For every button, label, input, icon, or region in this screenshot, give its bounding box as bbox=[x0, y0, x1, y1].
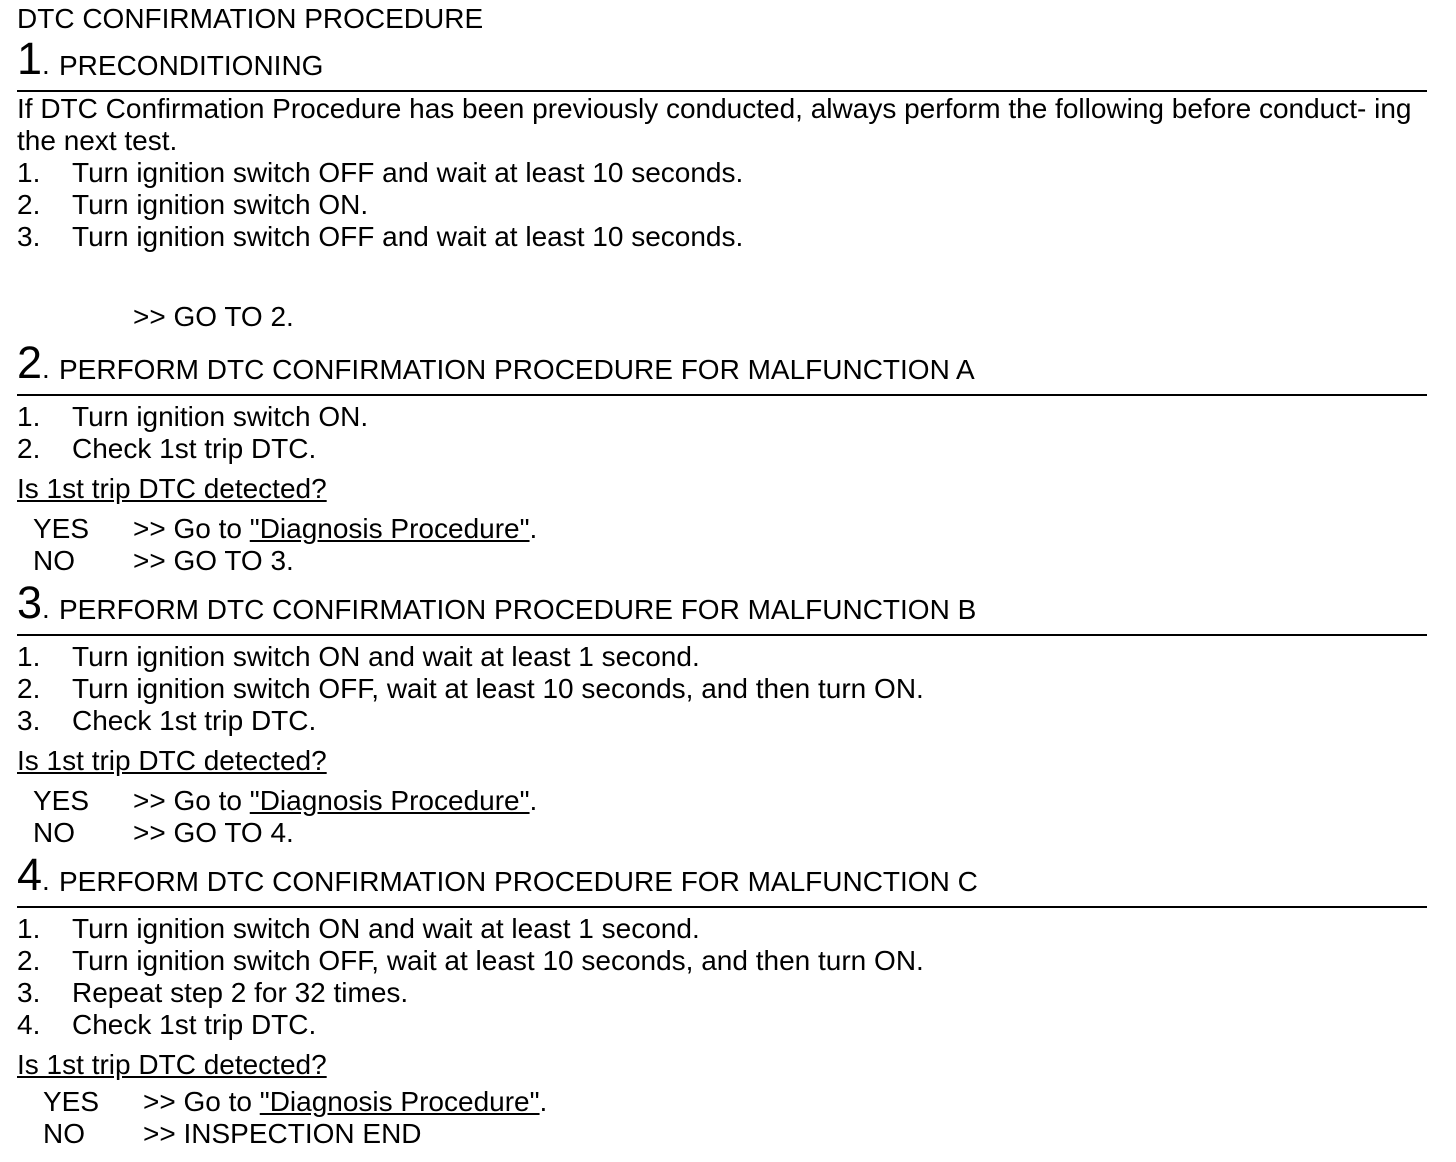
section-2-question: Is 1st trip DTC detected? bbox=[17, 473, 327, 504]
step-text: Check 1st trip DTC. bbox=[72, 705, 317, 736]
section-4-question: Is 1st trip DTC detected? bbox=[17, 1049, 327, 1080]
section-2 bbox=[17, 337, 1427, 577]
yes-action: >> Go to "Diagnosis Procedure". bbox=[133, 785, 538, 816]
step-number: 1. bbox=[17, 157, 41, 188]
step-text: Turn ignition switch ON and wait at least 1 second. bbox=[72, 913, 700, 944]
section-4-title: PERFORM DTC CONFIRMATION PROCEDURE FOR MALFUNCTION C bbox=[59, 866, 978, 897]
step-number: 3. bbox=[17, 977, 41, 1008]
section-3-header bbox=[17, 577, 1427, 636]
step-item bbox=[17, 641, 1427, 673]
section-3 bbox=[17, 577, 1427, 849]
step-item bbox=[17, 705, 1427, 737]
no-label: NO bbox=[33, 817, 75, 848]
section-3-number: 3. bbox=[17, 577, 50, 628]
yes-label: YES bbox=[43, 1086, 100, 1117]
yes-action: >> Go to "Diagnosis Procedure". bbox=[143, 1086, 548, 1117]
step-item bbox=[17, 401, 1427, 433]
step-number: 1. bbox=[17, 913, 41, 944]
step-text: Turn ignition switch OFF, wait at least 10 seconds, and then turn ON. bbox=[72, 945, 924, 976]
section-4-number: 4. bbox=[17, 849, 50, 900]
step-text: Turn ignition switch OFF and wait at least 10 seconds. bbox=[72, 157, 744, 188]
step-number: 4. bbox=[17, 1009, 41, 1040]
step-text: Check 1st trip DTC. bbox=[72, 433, 317, 464]
answer-no bbox=[17, 817, 1427, 849]
step-number: 3. bbox=[17, 221, 41, 252]
step-item bbox=[17, 673, 1427, 705]
no-label: NO bbox=[43, 1118, 85, 1149]
no-label: NO bbox=[33, 545, 75, 576]
section-1-intro: If DTC Confirmation Procedure has been previously conducted, always perform the following before conduct- ing the next test. bbox=[17, 93, 1412, 156]
answer-no bbox=[17, 1118, 1427, 1150]
step-item bbox=[17, 977, 1427, 1009]
step-item bbox=[17, 189, 1427, 221]
step-item bbox=[17, 433, 1427, 465]
no-action: >> INSPECTION END bbox=[143, 1118, 422, 1149]
section-1-number: 1. bbox=[17, 33, 50, 84]
step-item bbox=[17, 945, 1427, 977]
step-number: 3. bbox=[17, 705, 41, 736]
section-2-title: PERFORM DTC CONFIRMATION PROCEDURE FOR MALFUNCTION A bbox=[59, 354, 975, 385]
section-1-title: PRECONDITIONING bbox=[59, 50, 324, 81]
goto-text: >> GO TO 2. bbox=[133, 301, 294, 332]
section-3-question: Is 1st trip DTC detected? bbox=[17, 745, 327, 776]
diagnosis-procedure-link[interactable]: "Diagnosis Procedure" bbox=[249, 513, 530, 544]
step-text: Turn ignition switch OFF and wait at least 10 seconds. bbox=[72, 221, 744, 252]
section-2-header bbox=[17, 337, 1427, 396]
yes-label: YES bbox=[33, 513, 90, 544]
section-4 bbox=[17, 849, 1427, 1150]
diagnosis-procedure-link[interactable]: "Diagnosis Procedure" bbox=[249, 785, 530, 816]
step-item bbox=[17, 221, 1427, 253]
step-number: 2. bbox=[17, 189, 41, 220]
answer-yes bbox=[17, 1086, 1427, 1118]
section-1-header bbox=[17, 33, 1427, 92]
step-text: Turn ignition switch OFF, wait at least 10 seconds, and then turn ON. bbox=[72, 673, 924, 704]
answer-yes bbox=[17, 785, 1427, 817]
step-text: Turn ignition switch ON. bbox=[72, 401, 369, 432]
step-number: 2. bbox=[17, 945, 41, 976]
step-item bbox=[17, 157, 1427, 189]
section-1 bbox=[17, 33, 1427, 333]
document-title: DTC CONFIRMATION PROCEDURE bbox=[17, 3, 484, 34]
step-item bbox=[17, 913, 1427, 945]
section-4-header bbox=[17, 849, 1427, 908]
step-number: 2. bbox=[17, 673, 41, 704]
yes-action: >> Go to "Diagnosis Procedure". bbox=[133, 513, 538, 544]
no-action: >> GO TO 3. bbox=[133, 545, 294, 576]
section-1-goto bbox=[17, 301, 1427, 333]
step-text: Turn ignition switch ON. bbox=[72, 189, 369, 220]
diagnosis-procedure-link[interactable]: "Diagnosis Procedure" bbox=[259, 1086, 540, 1117]
section-2-number: 2. bbox=[17, 337, 50, 388]
step-number: 2. bbox=[17, 433, 41, 464]
step-text: Check 1st trip DTC. bbox=[72, 1009, 317, 1040]
step-number: 1. bbox=[17, 401, 41, 432]
answer-yes bbox=[17, 513, 1427, 545]
section-3-title: PERFORM DTC CONFIRMATION PROCEDURE FOR MALFUNCTION B bbox=[59, 594, 977, 625]
no-action: >> GO TO 4. bbox=[133, 817, 294, 848]
answer-no bbox=[17, 545, 1427, 577]
step-number: 1. bbox=[17, 641, 41, 672]
step-text: Repeat step 2 for 32 times. bbox=[72, 977, 409, 1008]
step-item bbox=[17, 1009, 1427, 1041]
yes-label: YES bbox=[33, 785, 90, 816]
step-text: Turn ignition switch ON and wait at least 1 second. bbox=[72, 641, 700, 672]
